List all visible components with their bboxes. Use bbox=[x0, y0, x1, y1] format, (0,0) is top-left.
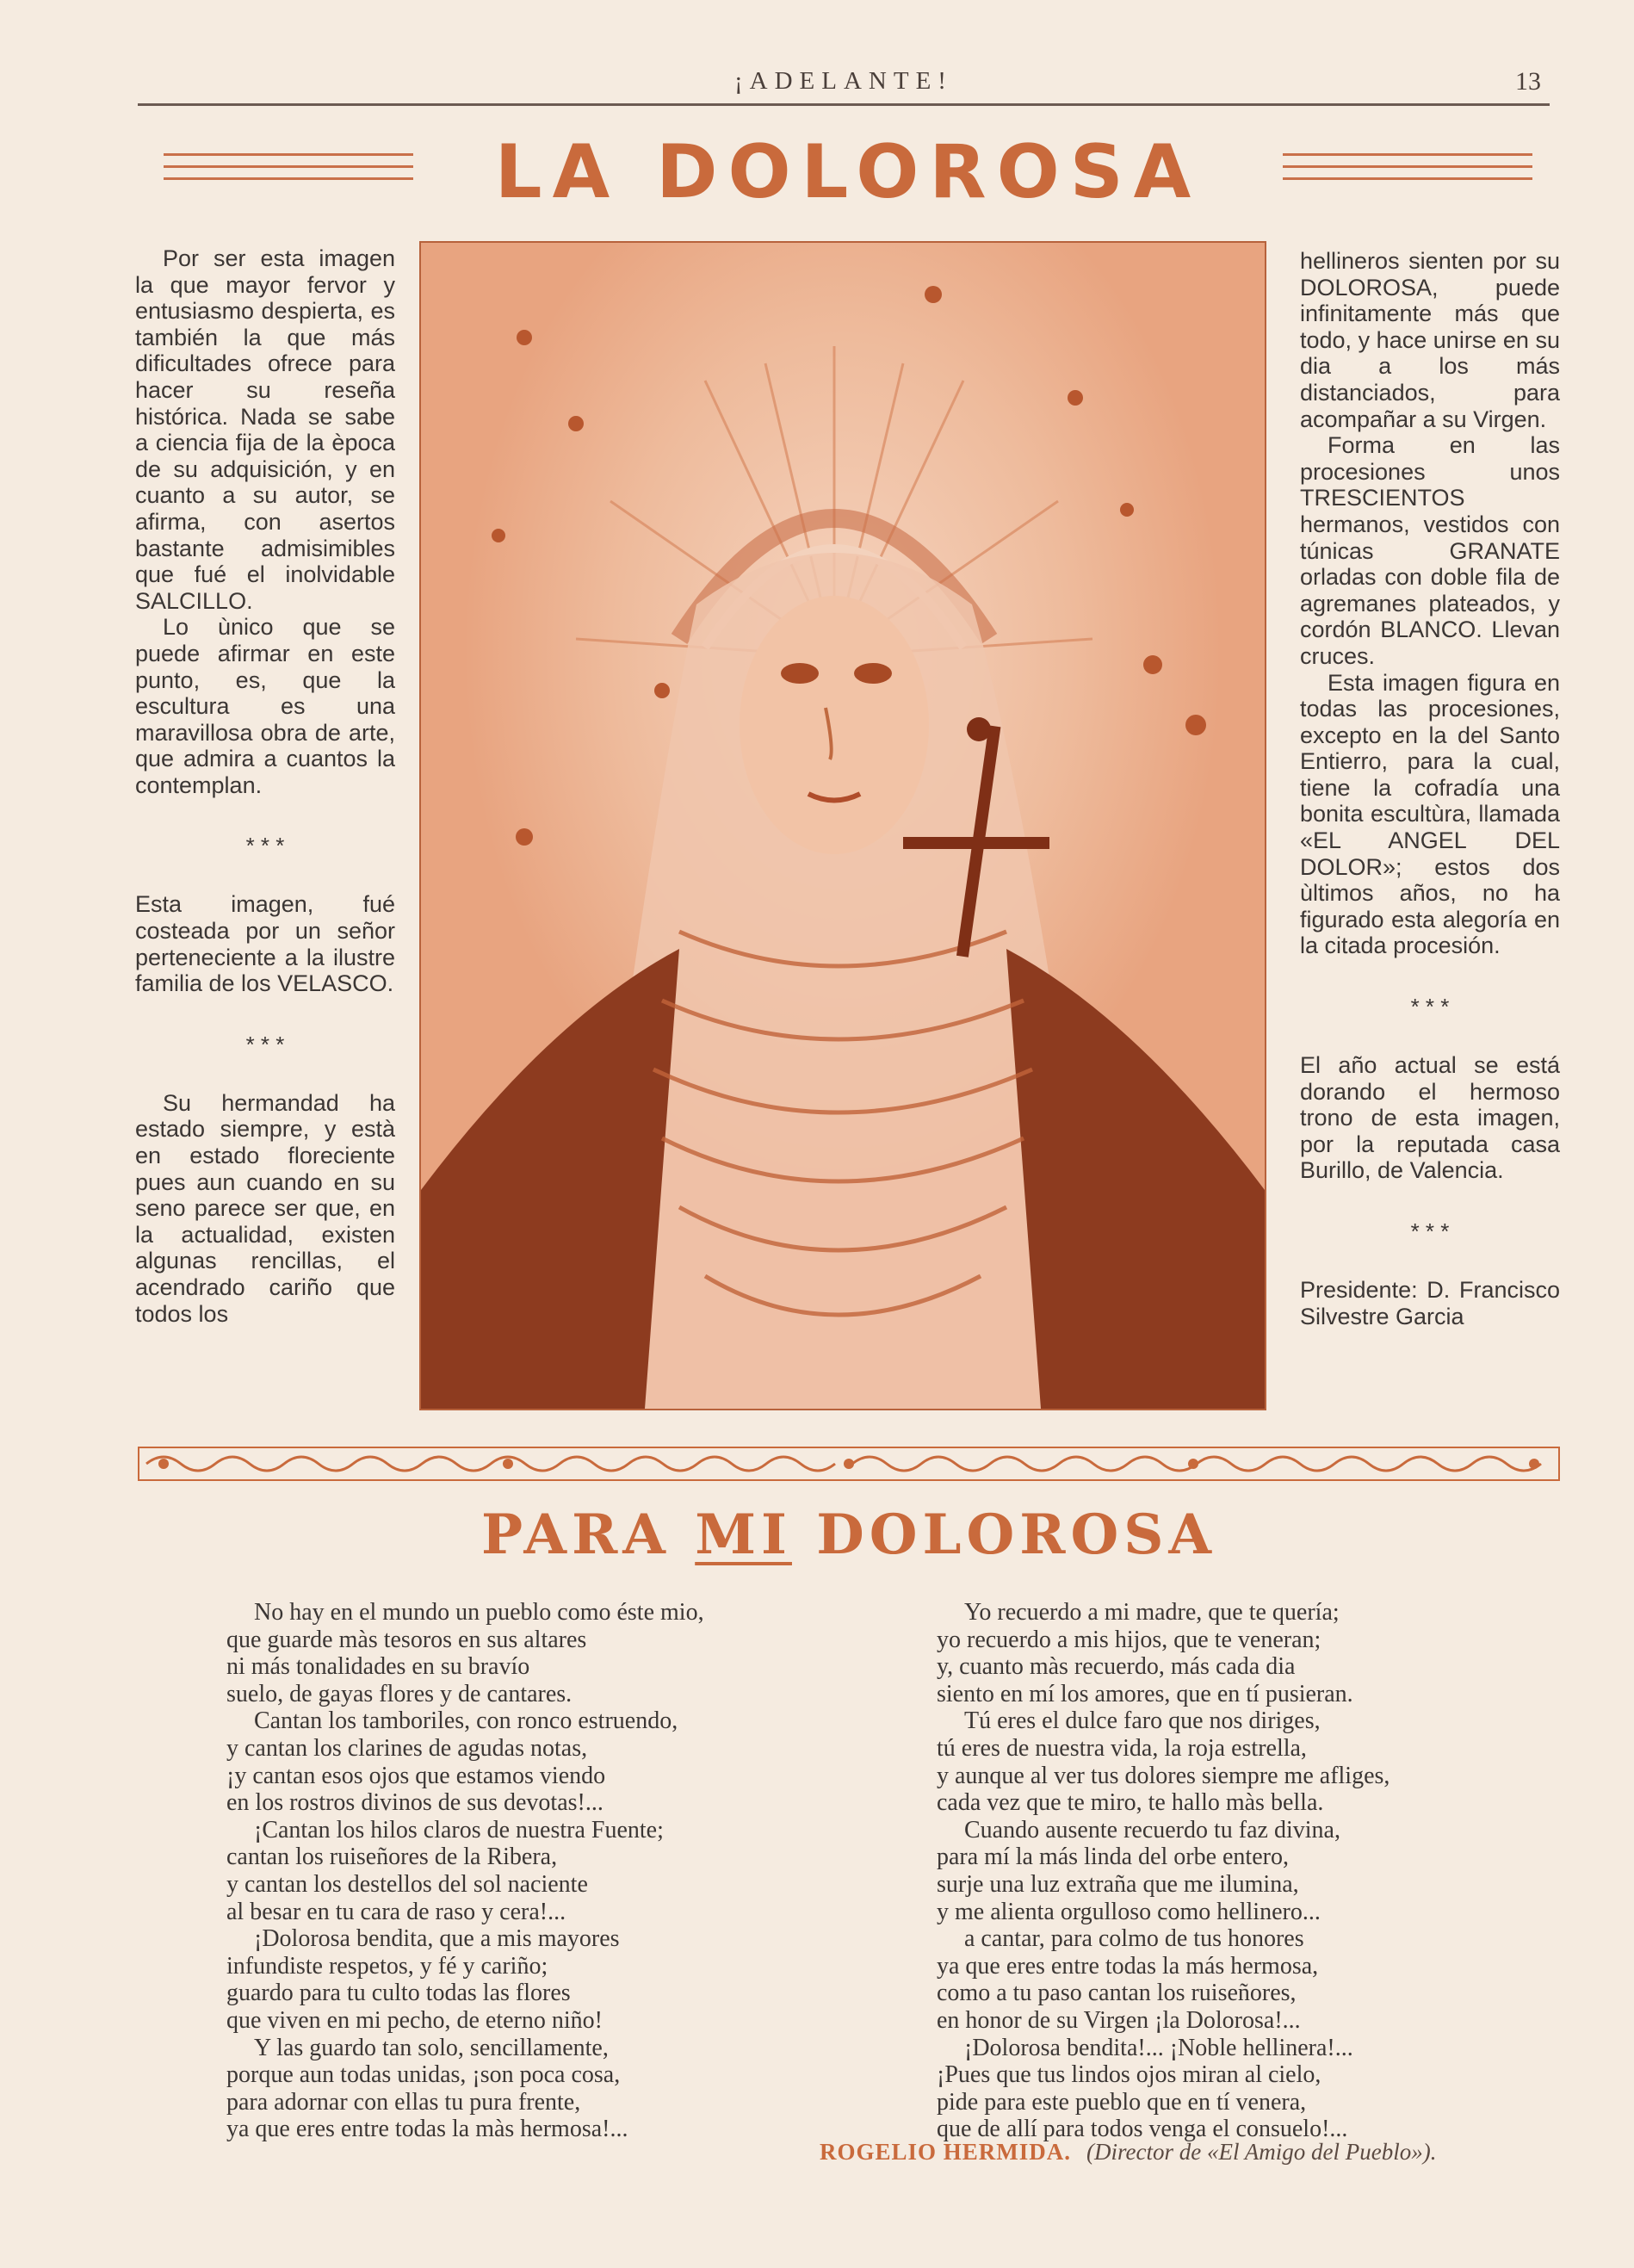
poem-line: siento en mí los amores, que en tí pusieran. bbox=[937, 1680, 1353, 1707]
poem-line: ¡y cantan esos ojos que estamos viendo bbox=[226, 1762, 606, 1789]
title-rule-left bbox=[164, 153, 413, 191]
paragraph: El año actual se está dorando el hermoso trono de esta imagen, por la reputada casa Burillo, de Valencia. bbox=[1300, 1052, 1560, 1184]
poem-line: para mí la más linda del orbe entero, bbox=[937, 1844, 1289, 1871]
section-separator: * * * bbox=[1410, 994, 1450, 1020]
poem-line: guardo para tu culto todas las flores bbox=[226, 1980, 571, 2007]
article-left-column bbox=[135, 245, 395, 1327]
poem-line: y me alienta orgulloso como hellinero... bbox=[937, 1898, 1321, 1925]
poem-line: a cantar, para colmo de tus honores bbox=[964, 1925, 1304, 1953]
paragraph: Lo ùnico que se puede afirmar en este punto, es, que la escultura es una maravillosa obra de arte, que admira a cuantos la contemplan. bbox=[135, 614, 395, 798]
ornamental-border bbox=[138, 1447, 1560, 1481]
author-name: ROGELIO HERMIDA. bbox=[820, 2139, 1072, 2165]
poem-title-word: PARA bbox=[480, 1503, 671, 1567]
running-title: ¡ADELANTE! bbox=[734, 67, 953, 95]
poem-line: y aunque al ver tus dolores siempre me afliges, bbox=[937, 1762, 1390, 1789]
poem-line: ¡Dolorosa bendita, que a mis mayores bbox=[254, 1925, 620, 1953]
article-title-block bbox=[164, 129, 1532, 215]
poem-line: y cantan los clarines de agudas notas, bbox=[226, 1734, 588, 1762]
poem-right-column bbox=[937, 1599, 1539, 2143]
poem-line: Yo recuerdo a mi madre, que te quería; bbox=[964, 1599, 1340, 1626]
poem-line: como a tu paso cantan los ruiseñores, bbox=[937, 1980, 1297, 2007]
poem-line: suelo, de gayas flores y de cantares. bbox=[226, 1680, 573, 1707]
poem-line: No hay en el mundo un pueblo como éste mio, bbox=[254, 1599, 704, 1626]
ornament-pattern-icon bbox=[138, 1447, 1560, 1481]
poem-line: al besar en tu cara de raso y cera!... bbox=[226, 1898, 566, 1925]
poem-line: ¡Dolorosa bendita!... ¡Noble hellinera!... bbox=[964, 2034, 1353, 2061]
poem-line: en los rostros divinos de sus devotas!... bbox=[226, 1789, 603, 1817]
poem-line: tú eres de nuestra vida, la roja estrella, bbox=[937, 1734, 1307, 1762]
poem-line: ¡Cantan los hilos claros de nuestra Fuente; bbox=[254, 1816, 664, 1844]
poem-title bbox=[138, 1503, 1560, 1567]
section-separator: * * * bbox=[245, 1031, 285, 1057]
poem-line: Y las guardo tan solo, sencillamente, bbox=[254, 2034, 609, 2061]
page-number: 13 bbox=[1515, 67, 1541, 96]
poem-line: en honor de su Virgen ¡la Dolorosa!... bbox=[937, 2006, 1301, 2034]
poem-line: pide para este pueblo que en tí venera, bbox=[937, 2088, 1307, 2116]
author-role: (Director de «El Amigo del Pueblo»). bbox=[1086, 2139, 1437, 2165]
poem-line: ni más tonalidades en su bravío bbox=[226, 1653, 530, 1681]
paragraph: hellineros sienten por su DOLOROSA, puede infinitamente más que todo, y hace unirse en su dia a los más distanciados, para acompañar a su Virgen. bbox=[1300, 248, 1560, 432]
paragraph: Su hermandad ha estado siempre, y està en estado floreciente pues aun cuando en su seno parece ser que, en la actualidad, existen algunas rencillas, el acendrado cariño que todos los bbox=[135, 1089, 395, 1327]
poem-line: que viven en mi pecho, de eterno niño! bbox=[226, 2006, 603, 2034]
poem-title-word: DOLOROSA bbox=[816, 1503, 1217, 1567]
poem-line: ya que eres entre todas la màs hermosa!... bbox=[226, 2116, 628, 2143]
poem-line: Tú eres el dulce faro que nos diriges, bbox=[964, 1707, 1321, 1735]
poem-title-word: MI bbox=[695, 1503, 792, 1567]
poem-line: para adornar con ellas tu pura frente, bbox=[226, 2088, 581, 2116]
poem-line: infundiste respetos, y fé y cariño; bbox=[226, 1952, 548, 1980]
dolorosa-photograph bbox=[419, 241, 1266, 1410]
section-separator: * * * bbox=[245, 833, 285, 859]
paragraph: Esta imagen figura en todas las procesiones, excepto en la del Santo Entierro, para la cual, tiene la cofradía una bonita escultùra, llamada «EL ANGEL DEL DOLOR»; estos dos ùltimos años, no ha figurado esta alegoría en la citada procesión. bbox=[1300, 669, 1560, 959]
poem-line: y cantan los destellos del sol naciente bbox=[226, 1870, 588, 1898]
poem-line: que de allí para todos venga el consuelo!... bbox=[937, 2116, 1348, 2143]
poem-line: que guarde màs tesoros en sus altares bbox=[226, 1626, 587, 1653]
poem-line: ya que eres entre todas la más hermosa, bbox=[937, 1952, 1319, 1980]
president-line: Presidente: D. Francisco Silvestre Garcia bbox=[1300, 1277, 1560, 1329]
poem-left-column bbox=[226, 1599, 829, 2143]
section-separator: * * * bbox=[1410, 1218, 1450, 1244]
poem-line: y, cuanto màs recuerdo, más cada dia bbox=[937, 1653, 1296, 1681]
paragraph: Esta imagen, fué costeada por un señor perteneciente a la ilustre familia de los VELASCO. bbox=[135, 891, 395, 997]
poem-line: yo recuerdo a mis hijos, que te veneran; bbox=[937, 1626, 1321, 1653]
poem-line: Cuando ausente recuerdo tu faz divina, bbox=[964, 1816, 1340, 1844]
running-head bbox=[138, 67, 1550, 102]
poem-line: cada vez que te miro, te hallo màs bella. bbox=[937, 1789, 1324, 1817]
header-rule bbox=[138, 103, 1550, 106]
article-title: LA DOLOROSA bbox=[494, 129, 1202, 215]
article-right-column bbox=[1300, 248, 1560, 1329]
poem-line: Cantan los tamboriles, con ronco estruendo, bbox=[254, 1707, 678, 1735]
paragraph: Forma en las procesiones unos TRESCIENTOS hermanos, vestidos con túnicas GRANATE orladas con doble fila de agremanes plateados, y cordón BLANCO. Llevan cruces. bbox=[1300, 432, 1560, 669]
poem-line: surje una luz extraña que me ilumina, bbox=[937, 1870, 1299, 1898]
poem-line: ¡Pues que tus lindos ojos miran al cielo, bbox=[937, 2061, 1321, 2089]
poem-line: porque aun todas unidas, ¡son poca cosa, bbox=[226, 2061, 621, 2089]
title-rule-right bbox=[1283, 153, 1532, 191]
poem-signature bbox=[820, 2139, 1526, 2166]
poem-line: cantan los ruiseñores de la Ribera, bbox=[226, 1844, 558, 1871]
virgin-dolorosa-illustration bbox=[421, 243, 1265, 1409]
paragraph: Por ser esta imagen la que mayor fervor y entusiasmo despierta, es también la que más dificultades ofrece para hacer su reseña histórica. Nada se sabe a ciencia fija de la època de su adquisición, y en cuanto a su autor, se afirma, con asertos bastante admisimibles que fué el inolvidable SALCILLO. bbox=[135, 245, 395, 614]
